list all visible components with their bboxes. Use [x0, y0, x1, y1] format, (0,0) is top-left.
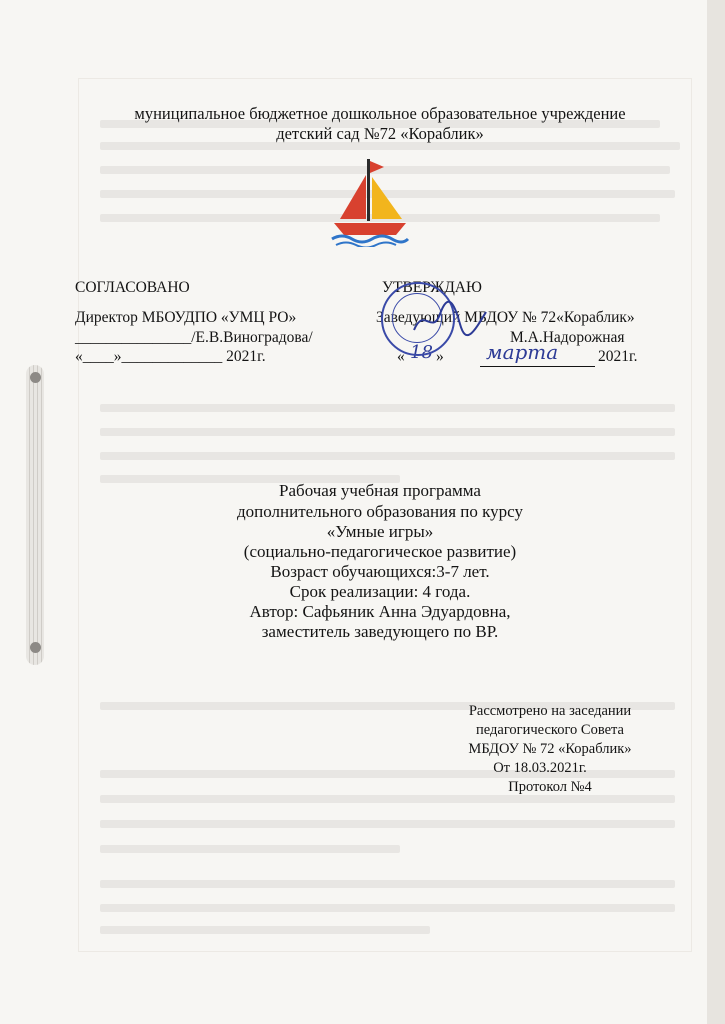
institution-line-1: муниципальное бюджетное дошкольное образовательное учреждение	[134, 104, 626, 123]
agreed-signature-line: _______________/Е.В.Виноградова/	[75, 329, 313, 346]
sailboat-logo	[330, 155, 410, 247]
council-line-1: Рассмотрено на заседании	[468, 703, 632, 719]
ghost-line	[100, 795, 675, 803]
program-line-4: (социально-педагогическое развитие)	[243, 542, 517, 561]
punch-hole	[30, 372, 41, 383]
program-course-name: «Умные игры»	[326, 522, 434, 541]
program-line-6: Срок реализации: 4 года.	[289, 582, 471, 601]
approved-date-year: 2021г.	[598, 348, 638, 365]
ghost-line	[100, 404, 675, 412]
institution-line-2: детский сад №72 «Кораблик»	[276, 124, 484, 143]
program-author: Автор: Сафьяник Анна Эдуардовна,	[249, 602, 511, 621]
approved-position: Заведующий МБДОУ № 72«Кораблик»	[376, 309, 635, 326]
agreed-position: Директор МБОУДПО «УМЦ РО»	[75, 309, 297, 326]
approved-date-underline	[480, 366, 595, 367]
agreed-date: «____»_____________ 2021г.	[75, 348, 266, 365]
council-date: От 18.03.2021г.	[493, 760, 587, 776]
approved-date-month: марта	[486, 340, 559, 364]
punch-hole	[30, 642, 41, 653]
page-edge	[707, 0, 725, 1024]
ghost-line	[100, 880, 675, 888]
approved-name: М.А.Надорожная	[510, 329, 625, 346]
program-line-1: Рабочая учебная программа	[279, 481, 481, 500]
approved-date-day: 18	[410, 342, 433, 363]
agreed-title: СОГЛАСОВАНО	[75, 279, 190, 296]
ghost-line	[100, 820, 675, 828]
ghost-line	[100, 845, 400, 853]
program-line-2: дополнительного образования по курсу	[237, 502, 523, 521]
ghost-line	[100, 428, 675, 436]
council-line-3: МБДОУ № 72 «Кораблик»	[468, 741, 632, 757]
ghost-line	[100, 904, 675, 912]
approved-date-open: «	[397, 348, 405, 365]
program-line-5: Возраст обучающихся:3-7 лет.	[270, 562, 490, 581]
program-author-position: заместитель заведующего по ВР.	[261, 622, 499, 641]
signature-mark	[410, 300, 490, 345]
council-line-2: педагогического Совета	[476, 722, 624, 738]
approved-title: УТВЕРЖДАЮ	[382, 279, 482, 296]
approved-date-close: »	[436, 348, 444, 365]
binding-string	[26, 365, 44, 665]
council-protocol: Протокол №4	[508, 779, 592, 795]
ghost-line	[100, 926, 430, 934]
ghost-line	[100, 452, 675, 460]
